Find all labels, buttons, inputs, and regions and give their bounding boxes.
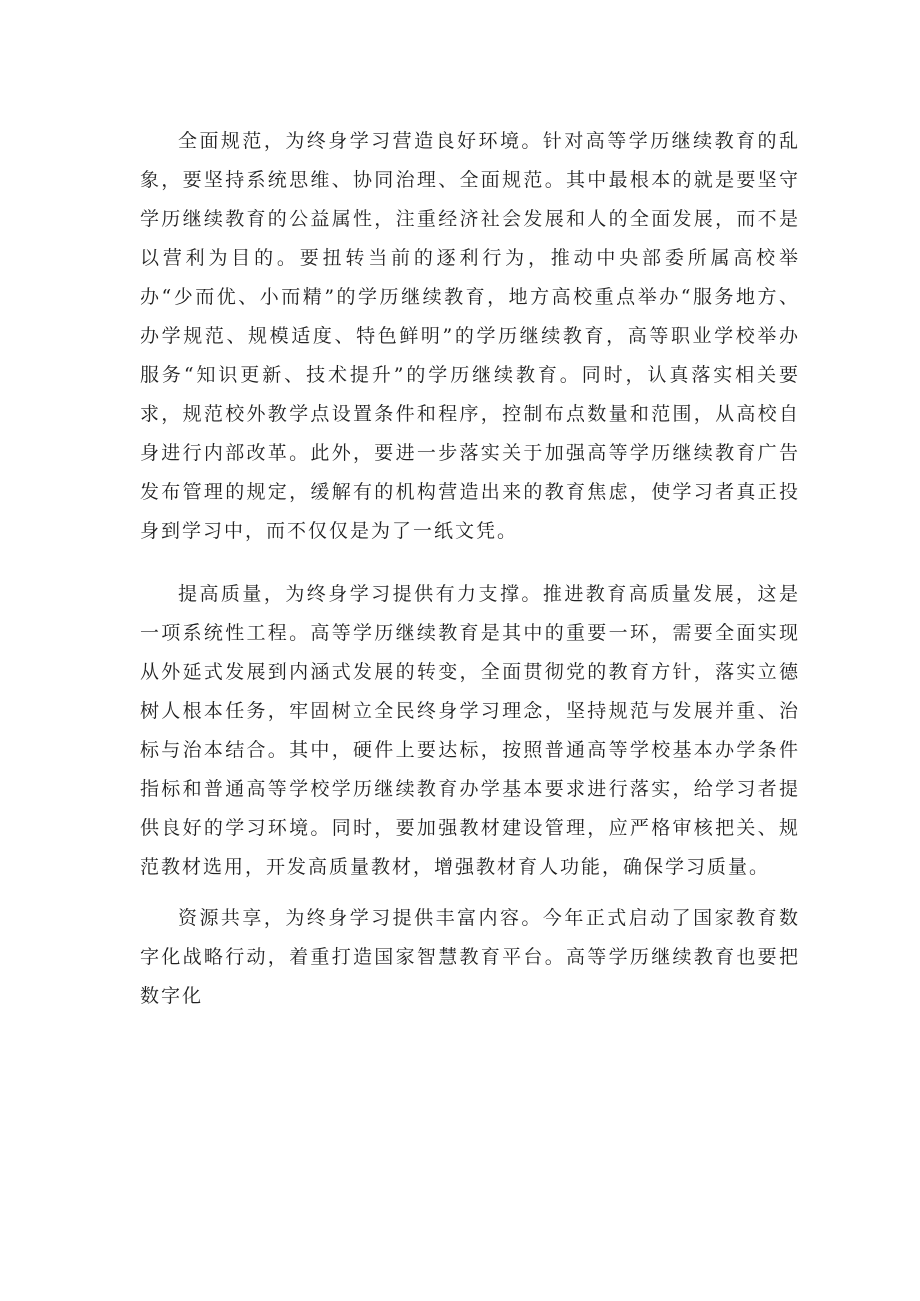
paragraph-resource-sharing: 资源共享，为终身学习提供丰富内容。今年正式启动了国家教育数字化战略行动，着重打造国家智慧教育平台。高等学历继续教育也要把数字化 [140, 907, 800, 1007]
document-body [140, 122, 800, 1016]
paragraph-quality-improvement: 提高质量，为终身学习提供有力支撑。推进教育高质量发展，这是一项系统性工程。高等学历继续教育是其中的重要一环，需要全面实现从外延式发展到内涵式发展的转变，全面贯彻党的教育方针，落实立德树人根本任务，牢固树立全民终身学习理念，坚持规范与发展并重、治标与治本结合。其中，硬件上要达标，按照普通高等学校基本办学条件指标和普通高等学校学历继续教育办学基本要求进行落实，给学习者提供良好的学习环境。同时，要加强教材建设管理，应严格审核把关、规范教材选用，开发高质量教材，增强教材育人功能，确保学习质量。 [140, 583, 800, 878]
paragraph-comprehensive-standardization: 全面规范，为终身学习营造良好环境。针对高等学历继续教育的乱象，要坚持系统思维、协同治理、全面规范。其中最根本的就是要坚守学历继续教育的公益属性，注重经济社会发展和人的全面发展，而不是以营利为目的。要扭转当前的逐利行为，推动中央部委所属高校举办“少而优、小而精”的学历继续教育，地方高校重点举办“服务地方、办学规范、规模适度、特色鲜明”的学历继续教育，高等职业学校举办服务“知识更新、技术提升”的学历继续教育。同时，认真落实相关要求，规范校外教学点设置条件和程序，控制布点数量和范围，从高校自身进行内部改革。此外，要进一步落实关于加强高等学历继续教育广告发布管理的规定，缓解有的机构营造出来的教育焦虑，使学习者真正投身到学习中，而不仅仅是为了一纸文凭。 [140, 130, 800, 542]
